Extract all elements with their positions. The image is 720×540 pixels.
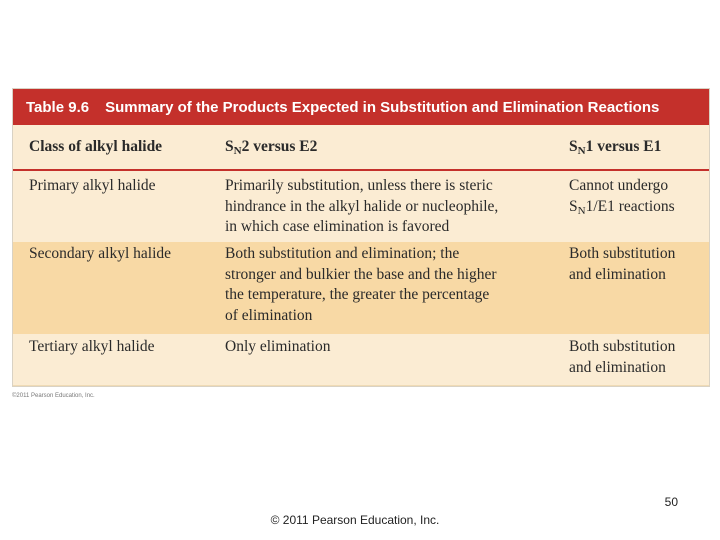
page-number: 50 [664,495,678,509]
table-row-primary [13,171,709,242]
row-sn1-cell: Both substitution and elimination [569,338,676,376]
row-sn1-cell: Both substitution and elimination [569,245,676,283]
table-title: Summary of the Products Expected in Substitution and Elimination Reactions [105,98,660,116]
row-sn1-cell: Cannot undergo $S_N1/E1$ reactions [569,177,675,217]
figure-credit: ©2011 Pearson Education, Inc. [12,393,95,399]
table-title-bar [13,89,709,125]
table-row-tertiary [13,334,709,386]
header-sn1-e1: $S_N1$ versus E1 [569,137,662,157]
summary-table [12,88,710,387]
row-class-cell: Tertiary alkyl halide [29,338,155,355]
table-header-row [13,125,709,171]
footer-copyright: © 2011 Pearson Education, Inc. [270,513,440,527]
row-sn2-cell: Both substitution and elimination; the stronger and bulkier the base and the higher the temperature, the greater the percentage of elimination [225,245,497,324]
header-class: Class of alkyl halide [29,137,163,155]
row-class-cell: Secondary alkyl halide [29,245,172,262]
row-class-cell: Primary alkyl halide [29,177,156,194]
table-number: Table 9.6 [26,98,90,116]
header-sn2-e2: $S_N2$ versus E2 [225,137,318,157]
table-row-secondary [13,242,709,334]
row-sn2-cell: Primarily substitution, unless there is steric hindrance in the alkyl halide or nucleophile, in which case elimination is favored [225,177,499,235]
row-sn2-cell: Only elimination [225,338,331,355]
